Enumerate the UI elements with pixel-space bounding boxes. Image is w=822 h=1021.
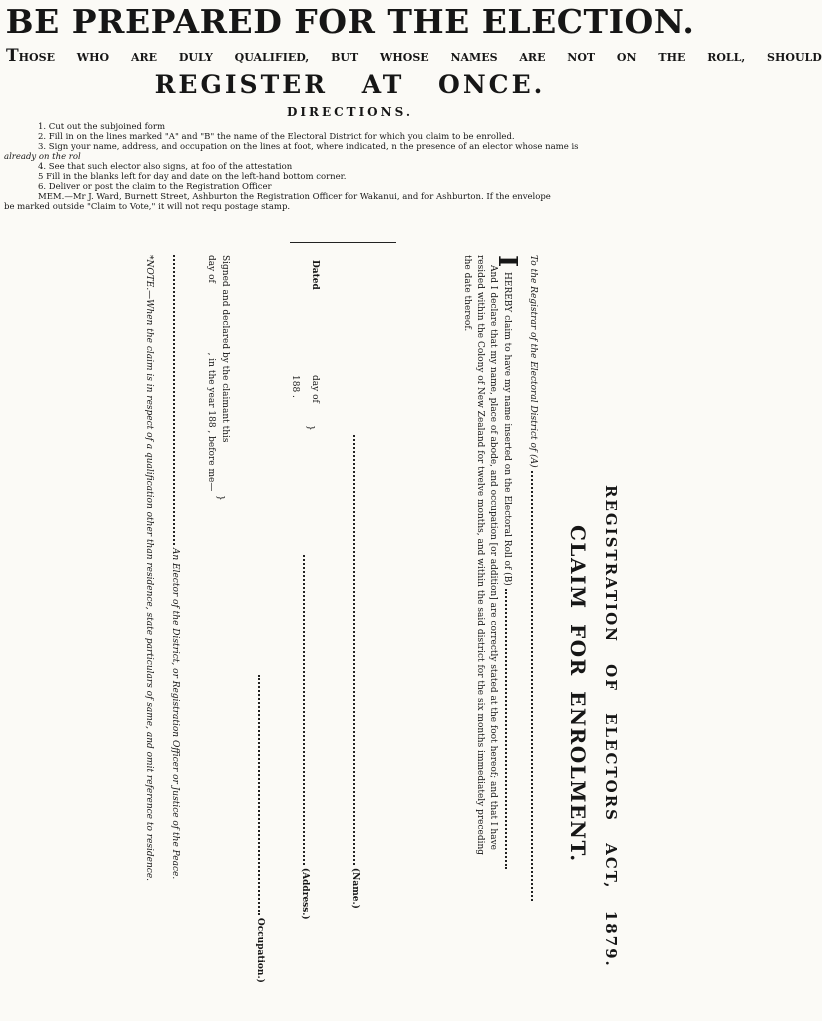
dated-label: Dated xyxy=(310,260,320,290)
direction-item: 4. See that such elector also signs, at foo of the attestation xyxy=(38,162,293,172)
register-heading: REGISTER AT ONCE. xyxy=(154,70,546,99)
occupation-field[interactable] xyxy=(258,675,260,915)
direction-item: be marked outside "Claim to Vote," it will not requ postage stamp. xyxy=(4,202,291,212)
claim-text: HEREBY claim to have my name inserted on the Electoral Roll of (B) xyxy=(502,272,512,586)
signed-year-text: , in the year 188 , before me— xyxy=(206,352,216,492)
note-text: *NOTE.—When the claim is in respect of a qualification other than residence, state particulars of same, and omit reference to residence. xyxy=(144,255,154,882)
direction-item: 3. Sign your name, address, and occupation on the lines at foot, where indicated, n the presence of an elector whose name is xyxy=(38,142,579,152)
note-line xyxy=(144,255,154,881)
elector-label: An Elector of the District, or Registration Officer or Justice of the Peace. xyxy=(170,547,180,880)
to-line-text: To the Registrar of the Electoral District of (A) xyxy=(528,255,538,468)
direction-item: 5 Fill in the blanks left for day and date on the left-hand bottom corner. xyxy=(38,172,347,182)
address-field[interactable] xyxy=(303,555,305,865)
directions-heading: DIRECTIONS. xyxy=(286,105,414,119)
name-field[interactable] xyxy=(353,435,355,865)
name-line xyxy=(350,435,360,909)
district-b-field[interactable] xyxy=(505,589,507,869)
direction-item: 2. Fill in on the lines marked "A" and "B" the name of the Electoral District for which you claim to be enrolled. xyxy=(38,132,515,142)
act-title: REGISTRATION OF ELECTORS ACT, 1879. xyxy=(602,485,620,968)
address-label: (Address.) xyxy=(300,867,310,920)
directions-list xyxy=(4,122,698,212)
to-registrar-line xyxy=(528,255,538,901)
direction-item: 1. Cut out the subjoined form xyxy=(38,122,166,132)
signed-line-1: Signed and declared by the claimant this xyxy=(220,255,230,443)
witness-field[interactable] xyxy=(173,255,175,545)
year-text: 188 . xyxy=(290,375,300,398)
day-of-2-label: day of xyxy=(206,255,216,283)
occupation-line xyxy=(255,675,265,983)
district-a-field[interactable] xyxy=(531,471,533,901)
drop-cap-i: I xyxy=(492,255,522,268)
witness-line xyxy=(170,255,180,879)
address-line xyxy=(300,555,310,920)
subheadline: THOSE WHO ARE DULY QUALIFIED, BUT WHOSE NAMES ARE NOT ON THE ROLL, SHOULD xyxy=(6,46,822,66)
brace: } xyxy=(305,425,315,431)
signed-line-2 xyxy=(206,255,216,491)
claim-title: CLAIM FOR ENROLMENT. xyxy=(566,525,590,863)
brace-2: } xyxy=(215,495,225,501)
declaration-line-3: the date thereof. xyxy=(462,255,472,332)
declaration-line-1: And I declare that my name, place of abode, and occupation [or addition] are correctly stated at the foot hereof; and that I have xyxy=(488,265,498,850)
occupation-label: Occupation.) xyxy=(255,917,265,983)
direction-item: MEM.—Mr J. Ward, Burnett Street, Ashburton the Registration Officer for Wakanui, and for Ashburton. If the envelope xyxy=(38,192,551,202)
declaration-line-2: resided within the Colony of New Zealand for twelve months, and within the said district for the six months immediately preceding xyxy=(475,255,485,856)
direction-item: 6. Deliver or post the claim to the Registration Officer xyxy=(38,182,272,192)
divider-rule xyxy=(290,242,396,243)
claim-form xyxy=(80,255,620,1015)
direction-item: already on the rol xyxy=(4,152,81,162)
name-label: (Name.) xyxy=(350,867,360,909)
day-of-text: day of xyxy=(310,375,320,403)
dated-line xyxy=(310,260,320,290)
headline: BE PREPARED FOR THE ELECTION. xyxy=(5,2,695,41)
